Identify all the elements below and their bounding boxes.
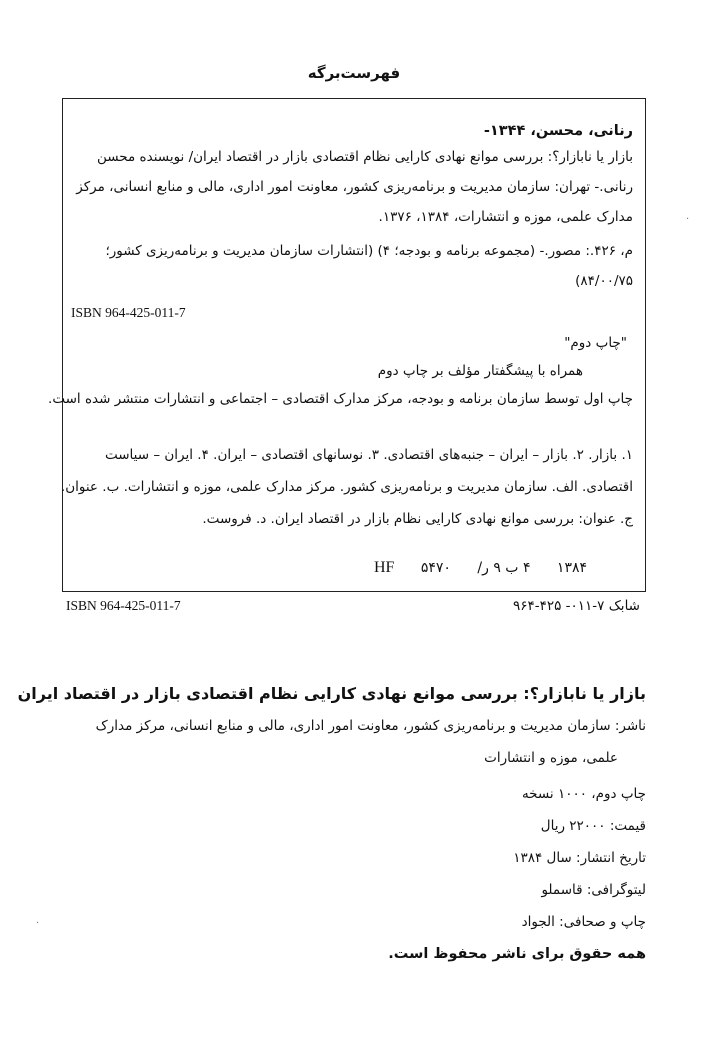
imprint-rights: همه حقوق برای ناشر محفوظ است.	[388, 946, 646, 962]
card-series-line: م، ۴۲۶.: مصور.- (مجموعه برنامه و بودجه؛ ۴) (انتشارات سازمان مدیریت و برنامه‌ریزی کشور؛	[105, 243, 633, 259]
call-number	[352, 559, 587, 577]
imprint-publish-date: تاریخ انتشار: سال ۱۳۸۴	[513, 850, 646, 866]
isbn-persian: شابک ۷-۰۱۱- ۴۲۵-۹۶۴	[512, 598, 640, 614]
card-subject-line: ۱. بازار. ۲. بازار – ایران – جنبه‌های اقتصادی. ۳. نوسانهای اقتصادی – ایران. ۴. ایران – سیاست	[104, 447, 633, 463]
card-subject-line: اقتصادی. الف. سازمان مدیریت و برنامه‌ریزی کشور. مرکز مدارک علمی، موزه و انتشارات. ب. عنوان.	[60, 479, 633, 495]
scan-speck: ·	[36, 918, 40, 929]
scan-speck: ·	[686, 214, 690, 225]
imprint-publisher-line: علمی، موزه و انتشارات	[484, 750, 618, 766]
card-title-line: بازار یا نابازار؟: بررسی موانع نهادی کارایی نظام اقتصادی بازار در اقتصاد ایران/ نویسنده محسن	[96, 149, 633, 165]
card-series-line: ۸۴/۰۰/۷۵)	[575, 273, 633, 289]
card-subject-line: ج. عنوان: بررسی موانع نهادی کارایی نظام بازار در اقتصاد ایران. د. فروست.	[202, 511, 633, 527]
page-heading: فهرست‌برگه	[307, 64, 401, 82]
imprint-lithography: لیتوگرافی: قاسملو	[541, 882, 646, 898]
call-number-cutter: ۴ ب ۹ ر/	[477, 560, 531, 576]
imprint-price: قیمت: ۲۲۰۰۰ ریال	[540, 818, 646, 834]
call-number-year: ۱۳۸۴	[556, 560, 587, 576]
isbn-latin: ISBN 964-425-011-7	[66, 598, 181, 613]
card-isbn: ISBN 964-425-011-7	[71, 305, 186, 320]
card-title-line: رنانی.- تهران: سازمان مدیریت و برنامه‌ریزی کشور، معاونت امور اداری، مالی و منابع انسانی، مرکز	[76, 179, 633, 195]
call-number-class: ۵۴۷۰	[420, 560, 451, 576]
imprint-printing: چاپ و صحافی: الجواد	[521, 914, 646, 930]
call-number-prefix: HF	[373, 559, 395, 576]
card-author: رنانی، محسن، ۱۳۴۴-	[483, 123, 633, 139]
imprint-edition: چاپ دوم، ۱۰۰۰ نسخه	[521, 786, 646, 802]
imprint-title: بازار یا نابازار؟: بررسی موانع نهادی کارایی نظام اقتصادی بازار در اقتصاد ایران	[17, 684, 646, 703]
card-note: چاپ اول توسط سازمان برنامه و بودجه، مرکز مدارک اقتصادی – اجتماعی و انتشارات منتشر شده است.	[48, 391, 633, 407]
card-title-line: مدارک علمی، موزه و انتشارات، ۱۳۸۴، ۱۳۷۶.	[378, 209, 633, 225]
catalog-card	[48, 98, 646, 592]
imprint-publisher-line: ناشر: سازمان مدیریت و برنامه‌ریزی کشور، معاونت امور اداری، مالی و منابع انسانی، مرکز مدارک	[95, 718, 646, 734]
card-edition-note: "چاپ دوم"	[564, 335, 627, 351]
card-note: همراه با پیشگفتار مؤلف بر چاپ دوم	[377, 363, 583, 379]
